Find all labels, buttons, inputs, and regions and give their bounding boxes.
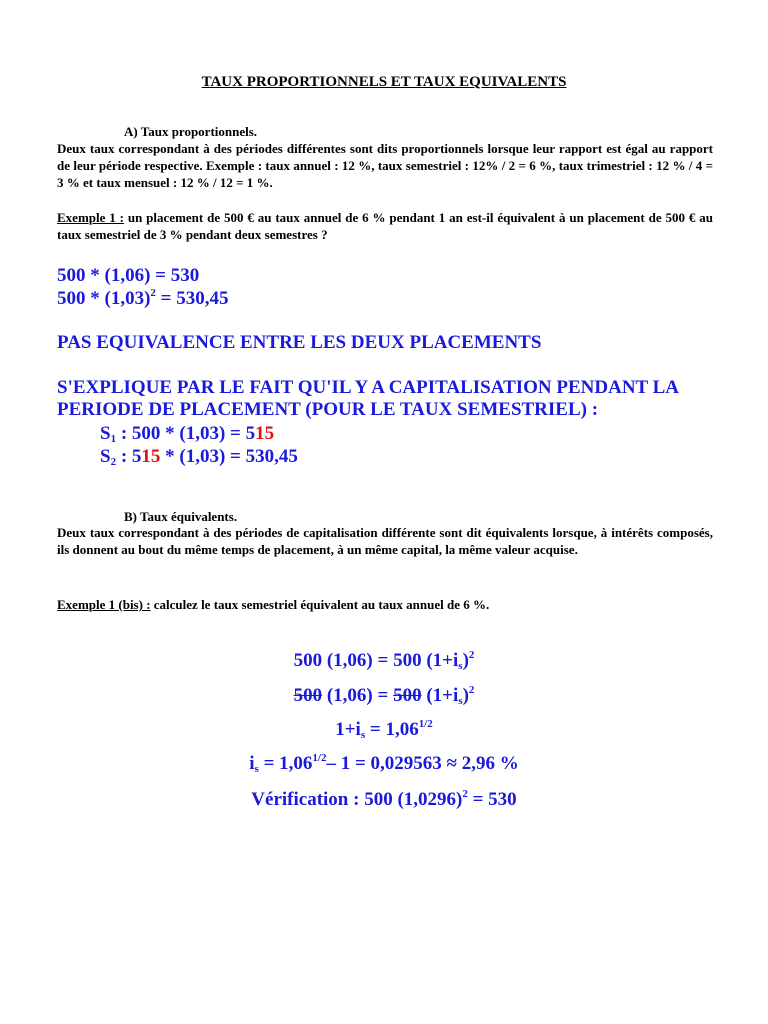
example-1-bis-block [57, 596, 713, 613]
example-1-text: un placement de 500 € au taux annuel de 6 % pendant 1 an est-il équivalent à un placement de 500 € au taux semestriel de 3 % pendant deux semestres ? [57, 210, 713, 242]
section-a-paragraph: Deux taux correspondant à des périodes différentes sont dits proportionnels lorsque leur rapport est égal au rapport de leur période respective. Exemple : taux annuel : 12 %, taux semestriel : 12% / 2 = 6 %, taux trimestriel : 12 % / 4 = 3 % et taux mensuel : 12 % / 12 = 1 %. [57, 141, 713, 190]
s2-equation: $S_2$ : 515 * (1,03) = 530,45 [100, 446, 298, 468]
example-1-bis-text: calculez le taux semestriel équivalent au taux annuel de 6 %. [150, 597, 490, 612]
section-b-heading: B) Taux équivalents. [124, 509, 238, 524]
example-1-block [57, 209, 713, 243]
section-b-paragraph: Deux taux correspondant à des périodes de capitalisation différente sont dit équivalents lorsque, à intérêts composés, ils donnent au bout du même temps de placement, à un même capital, la même valeur acquise. [57, 525, 713, 557]
calc-line-2: 500 (1,06) = 500 $(1+i_s)^2$ [293, 684, 475, 707]
equation-1: 500 * (1,06) = 530 [57, 265, 200, 286]
example-1-label: Exemple 1 : [57, 210, 124, 225]
example-1-bis-label: Exemple 1 (bis) : [57, 597, 151, 612]
conclusion-text: PAS EQUIVALENCE ENTRE LES DEUX PLACEMENTS [57, 332, 542, 353]
calc-line-3: $1+i_s = 1,06^{1/2}$ [335, 718, 433, 741]
explanation-text: S'EXPLIQUE PAR LE FAIT QU'IL Y A CAPITALISATION PENDANT LA PERIODE DE PLACEMENT (POUR LE TAUX SEMESTRIEL) : [57, 377, 678, 420]
calc-line-1: 500 (1,06) = 500 $(1+i_s)^2$ [293, 649, 475, 672]
section-a-heading: A) Taux proportionnels. [124, 124, 258, 139]
s1-equation: $S_1$ : 500 * (1,03) = 515 [100, 423, 275, 445]
page-title: TAUX PROPORTIONNELS ET TAUX EQUIVALENTS [201, 74, 567, 90]
calc-line-4: $i_s = 1,06^{1/2}-$ 1 = 0,029563 ≈ 2,96 % [249, 752, 519, 775]
verification-line: Vérification : 500 $(1,0296)^2 = 530$ [251, 788, 517, 810]
equation-2: $500 * (1,03)^2 = 530,45$ [57, 287, 229, 309]
